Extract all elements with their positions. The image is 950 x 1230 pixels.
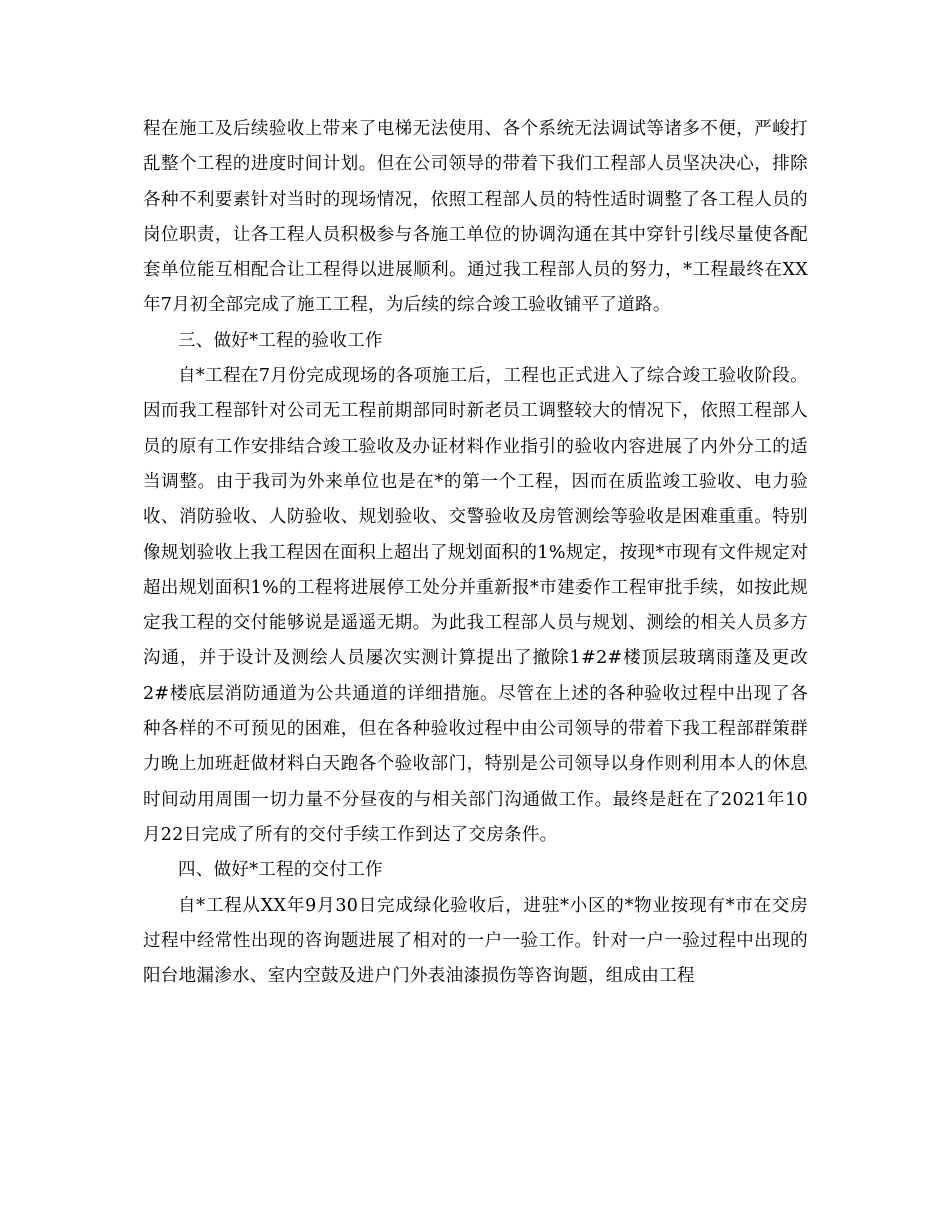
section-heading-4: 四、做好*工程的交付工作 bbox=[178, 860, 383, 881]
paragraph-body-3: 自*工程从XX年9月30日完成绿化验收后，进驻*小区的*物业按现有*市在交房过程中经常性出现的咨询题进展了相对的一户一验工作。针对一户一验过程中出现的阳台地漏渗水、室内空鼓及进户门外表油漆损伤等咨询题，组成由工程 bbox=[143, 895, 808, 987]
document-page bbox=[143, 112, 808, 994]
section-heading-3: 三、做好*工程的验收工作 bbox=[178, 330, 383, 351]
paragraph-body-1: 程在施工及后续验收上带来了电梯无法使用、各个系统无法调试等诸多不便，严峻打乱整个工程的进度时间计划。但在公司领导的带着下我们工程部人员坚决决心，排除各种不利要素针对当时的现场情况，依照工程部人员的特性适时调整了各工程人员的岗位职责，让各工程人员积极参与各施工单位的协调沟通在其中穿针引线尽量使各配套单位能互相配合让工程得以进展顺利。通过我工程部人员的努力，*工程最终在XX年7月初全部完成了施工工程，为后续的综合竣工验收铺平了道路。 bbox=[143, 119, 808, 316]
paragraph-body-2: 自*工程在7月份完成现场的各项施工后，工程也正式进入了综合竣工验收阶段。因而我工程部针对公司无工程前期部同时新老员工调整较大的情况下，依照工程部人员的原有工作安排结合竣工验收及办证材料作业指引的验收内容进展了内外分工的适当调整。由于我司为外来单位也是在*的第一个工程，因而在质监竣工验收、电力验收、消防验收、人防验收、规划验收、交警验收及房管测绘等验收是困难重重。特别像规划验收上我工程因在面积上超出了规划面积的1%规定，按现*市现有文件规定对超出规划面积1%的工程将进展停工处分并重新报*市建委作工程审批手续，如按此规定我工程的交付能够说是遥遥无期。为此我工程部人员与规划、测绘的相关人员多方沟通，并于设计及测绘人员屡次实测计算提出了撤除1#2#楼顶层玻璃雨蓬及更改2#楼底层消防通道为公共通道的详细措施。尽管在上述的各种验收过程中出现了各种各样的不可预见的困难，但在各种验收过程中由公司领导的带着下我工程部群策群力晚上加班赶做材料白天跑各个验收部门，特别是公司领导以身作则利用本人的休息时间动用周围一切力量不分昼夜的与相关部门沟通做工作。最终是赶在了2021年10月22日完成了所有的交付手续工作到达了交房条件。 bbox=[143, 366, 808, 845]
